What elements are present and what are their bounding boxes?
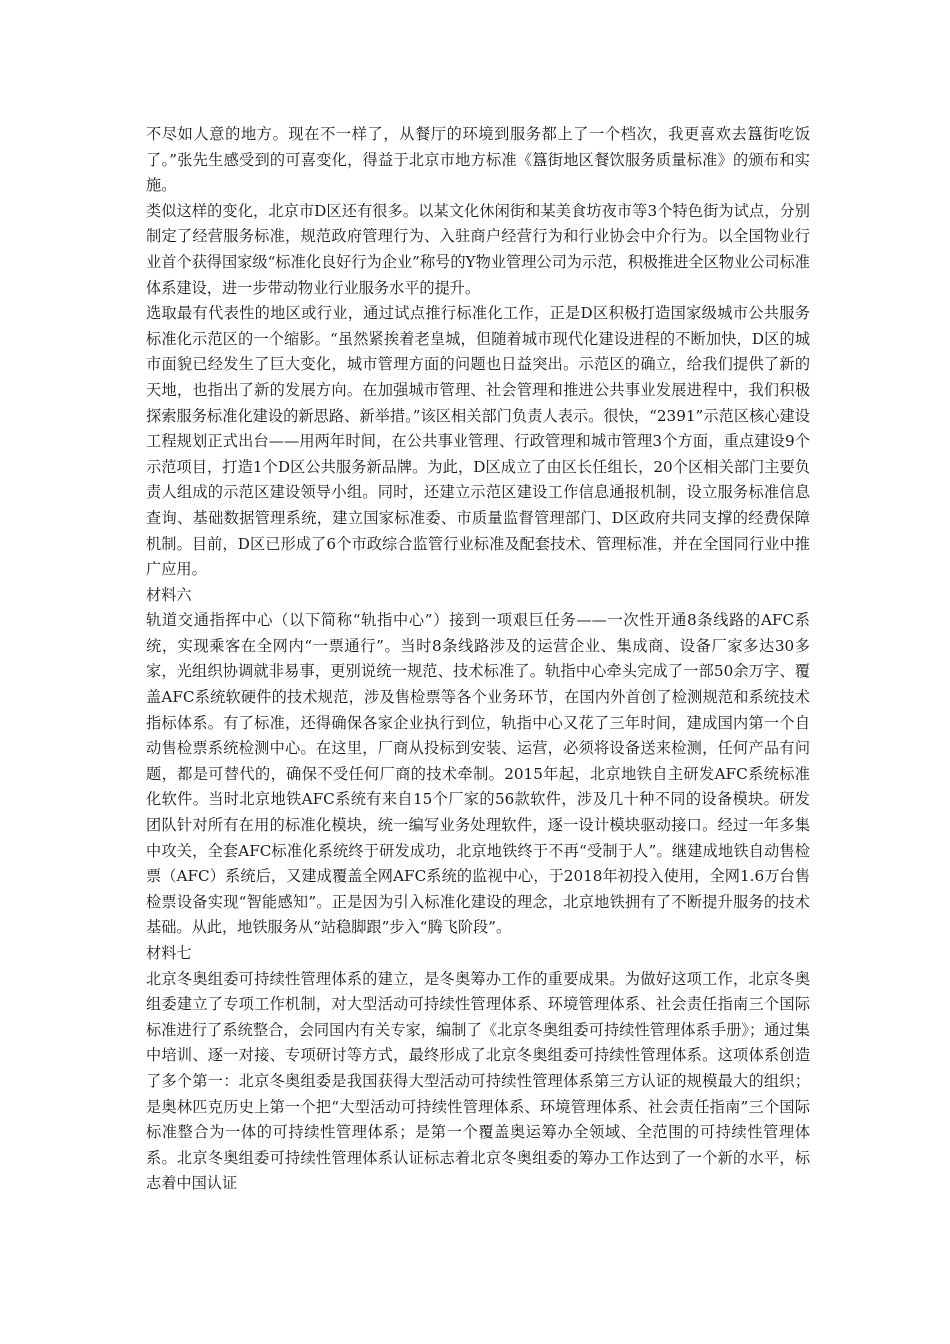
heading-material-seven: 材料七	[146, 944, 192, 962]
paragraph-afc-system: 轨道交通指挥中心（以下简称“轨指中心”）接到一项艰巨任务——一次性开通8条线路的AFC系统，实现乘客在全网内“一票通行”。当时8条线路涉及的运营企业、集成商、设备厂家多达30多家，光组织协调就非易事，更别说统一规范、技术标准了。轨指中心牵头完成了一部50余万字、覆盖AFC系统软硬件的技术规范，涉及售检票等各个业务环节，在国内外首创了检测规范和系统技术指标体系。有了标准，还得确保各家企业执行到位，轨指中心又花了三年时间，建成国内第一个自动售检票系统检测中心。在这里，厂商从投标到安装、运营，必须将设备送来检测，任何产品有问题，都是可替代的，确保不受任何厂商的技术牵制。2015年起，北京地铁自主研发AFC系统标准化软件。当时北京地铁AFC系统有来自15个厂家的56款软件，涉及几十种不同的设备模块。研发团队针对所有在用的标准化模块，统一编写业务处理软件，逐一设计模块驱动接口。经过一年多集中攻关，全套AFC标准化系统终于研发成功，北京地铁终于不再“受制于人”。继建成地铁自动售检票（AFC）系统后，又建成覆盖全网AFC系统的监视中心，于2018年初投入使用，全网1.6万台售检票设备实现“智能感知”。正是因为引入标准化建设的理念，北京地铁拥有了不断提升服务的技术基础。从此，地铁服务从“站稳脚跟”步入“腾飞阶段”。	[146, 611, 810, 937]
paragraph-district-d-pilots: 类似这样的变化，北京市D区还有很多。以某文化休闲街和某美食坊夜市等3个特色街为试点，分别制定了经营服务标准，规范政府管理行为、入驻商户经营行为和行业协会中介行为。以全国物业行业首个获得国家级“标准化良好行为企业”称号的Y物业管理公司为示范，积极推进全区物业公司标准体系建设，进一步带动物业行业服务水平的提升。	[146, 201, 810, 297]
paragraph-dining-change: 不尽如人意的地方。现在不一样了，从餐厅的环境到服务都上了一个档次，我更喜欢去簋街吃饭了。”张先生感受到的可喜变化，得益于北京市地方标准《簋街地区餐饮服务质量标准》的颁布和实施。	[146, 125, 810, 195]
document-body	[146, 122, 810, 1197]
paragraph-demonstration-zone: 选取最有代表性的地区或行业，通过试点推行标准化工作，正是D区积极打造国家级城市公共服务标准化示范区的一个缩影。“虽然紧挨着老皇城，但随着城市现代化建设进程的不断加快，D区的城市面貌已经发生了巨大变化，城市管理方面的问题也日益突出。示范区的确立，给我们提供了新的天地，也指出了新的发展方向。在加强城市管理、社会管理和推进公共事业发展进程中，我们积极探索服务标准化建设的新思路、新举措。”该区相关部门负责人表示。很快，“2391”示范区核心建设工程规划正式出台——用两年时间，在公共事业管理、行政管理和城市管理3个方面，重点建设9个示范项目，打造1个D区公共服务新品牌。为此，D区成立了由区长任组长，20个区相关部门主要负责人组成的示范区建设领导小组。同时，还建立示范区建设工作信息通报机制，设立服务标准信息查询、基础数据管理系统，建立国家标准委、市质量监督管理部门、D区政府共同支撑的经费保障机制。目前，D区已形成了6个市政综合监管行业标准及配套技术、管理标准，并在全国同行业中推广应用。	[146, 304, 810, 579]
paragraph-winter-olympics: 北京冬奥组委可持续性管理体系的建立，是冬奥筹办工作的重要成果。为做好这项工作，北京冬奥组委建立了专项工作机制，对大型活动可持续性管理体系、环境管理体系、社会责任指南三个国际标准进行了系统整合，会同国内有关专家，编制了《北京冬奥组委可持续性管理体系手册》；通过集中培训、逐一对接、专项研讨等方式，最终形成了北京冬奥组委可持续性管理体系。这项体系创造了多个第一：北京冬奥组委是我国获得大型活动可持续性管理体系第三方认证的规模最大的组织；是奥林匹克历史上第一个把“大型活动可持续性管理体系、环境管理体系、社会责任指南”三个国际标准整合为一体的可持续性管理体系；是第一个覆盖奥运筹办全领域、全范围的可持续性管理体系。北京冬奥组委可持续性管理体系认证标志着北京冬奥组委的筹办工作达到了一个新的水平，标志着中国认证	[146, 969, 810, 1193]
heading-material-six: 材料六	[146, 585, 192, 604]
